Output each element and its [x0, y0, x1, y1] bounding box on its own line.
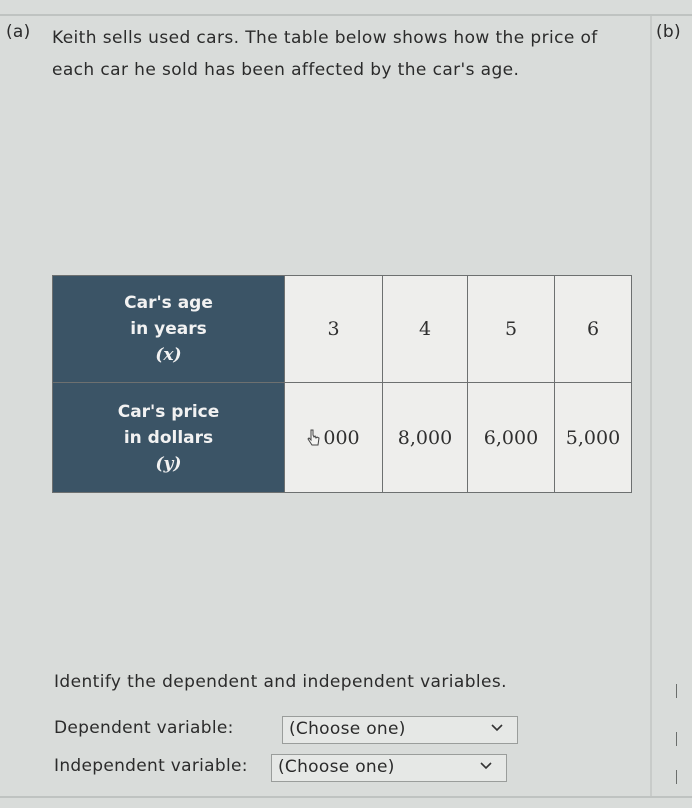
- hand-cursor-icon: [307, 429, 321, 449]
- age-header-line1: Car's age: [124, 293, 213, 314]
- price-header-line2: in dollars: [123, 427, 214, 448]
- price-cell: 6,000: [468, 383, 555, 493]
- text-cursor-mark: [676, 684, 677, 698]
- price-header-variable: (y): [155, 453, 182, 474]
- table-row: [53, 383, 632, 493]
- text-cursor-mark: [676, 732, 677, 746]
- problem-intro: Keith sells used cars. The table below shows how the price of each car he sold has been affected by the car's age.: [52, 28, 598, 80]
- top-divider: [0, 14, 692, 16]
- price-cell: 5,000: [555, 383, 632, 493]
- age-row-header: [53, 276, 285, 383]
- dependent-variable-select[interactable]: [282, 716, 518, 744]
- age-cell: 5: [468, 276, 555, 383]
- text-cursor-mark: [676, 770, 677, 784]
- chevron-down-icon: [480, 761, 492, 771]
- column-divider: [650, 16, 652, 796]
- independent-select-value: (Choose one): [278, 757, 395, 777]
- price-header-line1: Car's price: [117, 401, 220, 422]
- independent-variable-label: Independent variable:: [54, 756, 248, 776]
- price-cell: 8,000: [383, 383, 468, 493]
- bottom-divider: [0, 796, 692, 798]
- price-row-header: [53, 383, 285, 493]
- chevron-down-icon: [491, 723, 503, 733]
- part-b-label: (b): [656, 22, 681, 42]
- age-cell: 3: [285, 276, 383, 383]
- price-cell: [285, 383, 383, 493]
- age-header-line2: in years: [130, 319, 207, 340]
- table-row: [53, 276, 632, 383]
- part-a-label: (a): [6, 22, 31, 42]
- car-data-table: [52, 275, 632, 493]
- dependent-variable-label: Dependent variable:: [54, 718, 234, 738]
- age-cell: 4: [383, 276, 468, 383]
- price-value: 000: [323, 426, 360, 449]
- age-cell: 6: [555, 276, 632, 383]
- question-prompt: Identify the dependent and independent variables.: [54, 672, 507, 692]
- age-header-variable: (x): [155, 345, 182, 366]
- independent-variable-select[interactable]: [271, 754, 507, 782]
- dependent-select-value: (Choose one): [289, 719, 406, 739]
